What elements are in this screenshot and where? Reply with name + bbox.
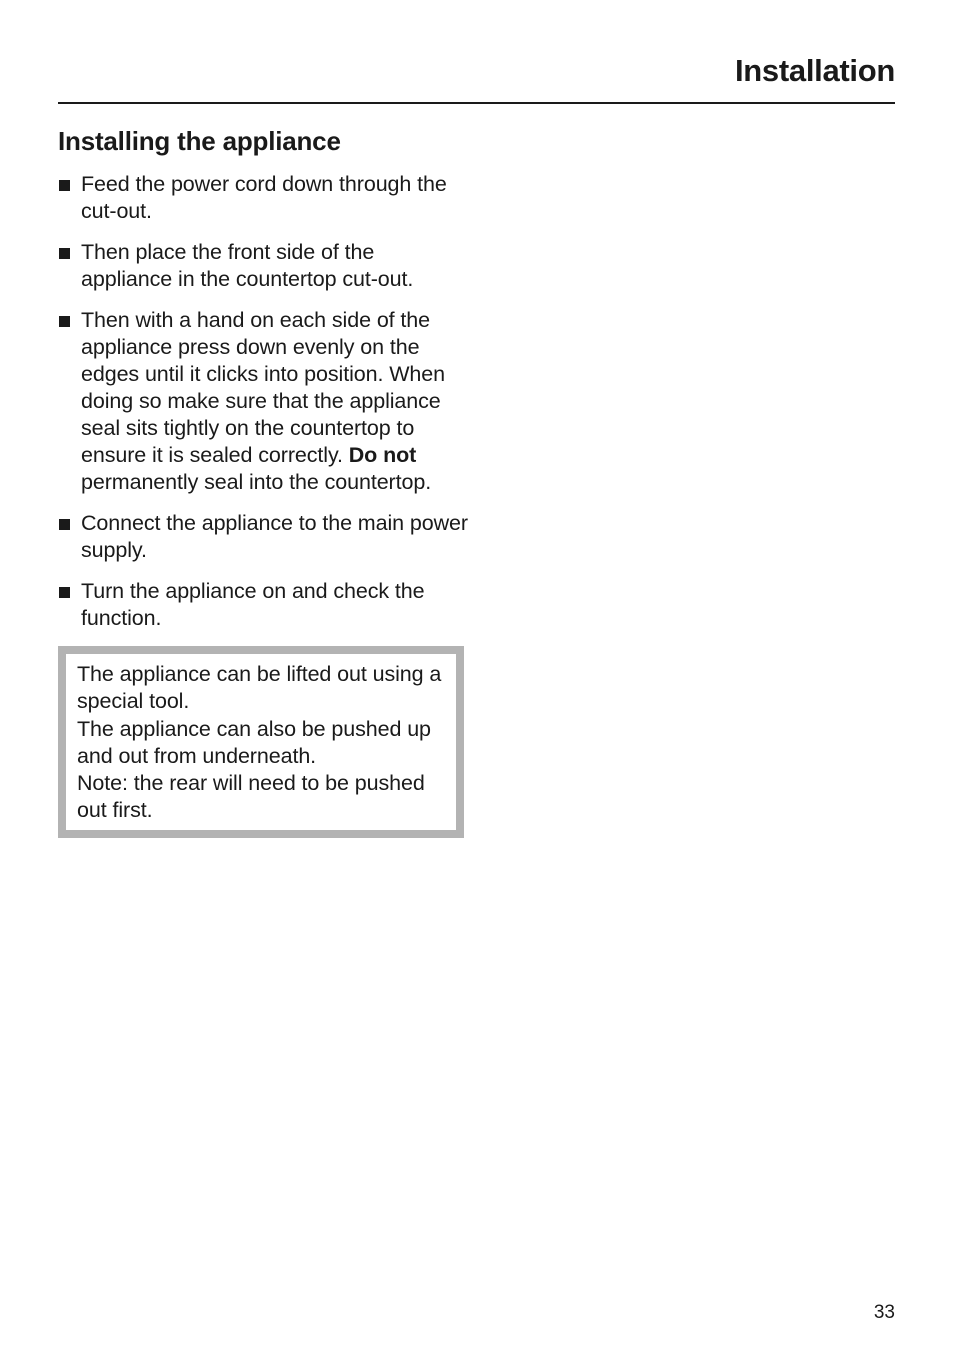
page-number: 33	[873, 1302, 895, 1323]
square-bullet-icon	[59, 587, 70, 598]
step-text: Turn the appliance on and check the function.	[81, 579, 425, 630]
list-item	[58, 307, 468, 496]
note-box	[58, 646, 464, 838]
installation-steps-list	[58, 171, 468, 632]
page-header	[58, 52, 895, 104]
square-bullet-icon	[59, 248, 70, 259]
section-heading: Installing the appliance	[58, 126, 341, 156]
square-bullet-icon	[59, 519, 70, 530]
list-item	[58, 578, 468, 632]
section-title: Installation	[734, 53, 895, 88]
list-item	[58, 239, 468, 293]
note-line: Note: the rear will need to be pushed out first.	[77, 771, 425, 823]
note-line: The appliance can also be pushed up and out from underneath.	[77, 716, 431, 768]
list-item	[58, 510, 468, 564]
step-text: Then place the front side of the appliance in the countertop cut-out.	[81, 240, 414, 291]
step-emphasis: Do not	[348, 443, 417, 467]
square-bullet-icon	[59, 180, 70, 191]
main-content	[58, 124, 468, 838]
step-text: Feed the power cord down through the cut-out.	[81, 172, 447, 223]
step-text: Connect the appliance to the main power supply.	[81, 511, 468, 562]
list-item	[58, 171, 468, 225]
note-line: The appliance can be lifted out using a special tool.	[77, 662, 442, 714]
step-text: Then with a hand on each side of the appliance press down evenly on the edges until it clicks into position. When doing so make sure that the appliance seal sits tightly on the countertop to ensure it is sealed correctly.	[81, 308, 445, 467]
square-bullet-icon	[59, 316, 70, 327]
step-text: permanently seal into the countertop.	[81, 470, 432, 494]
